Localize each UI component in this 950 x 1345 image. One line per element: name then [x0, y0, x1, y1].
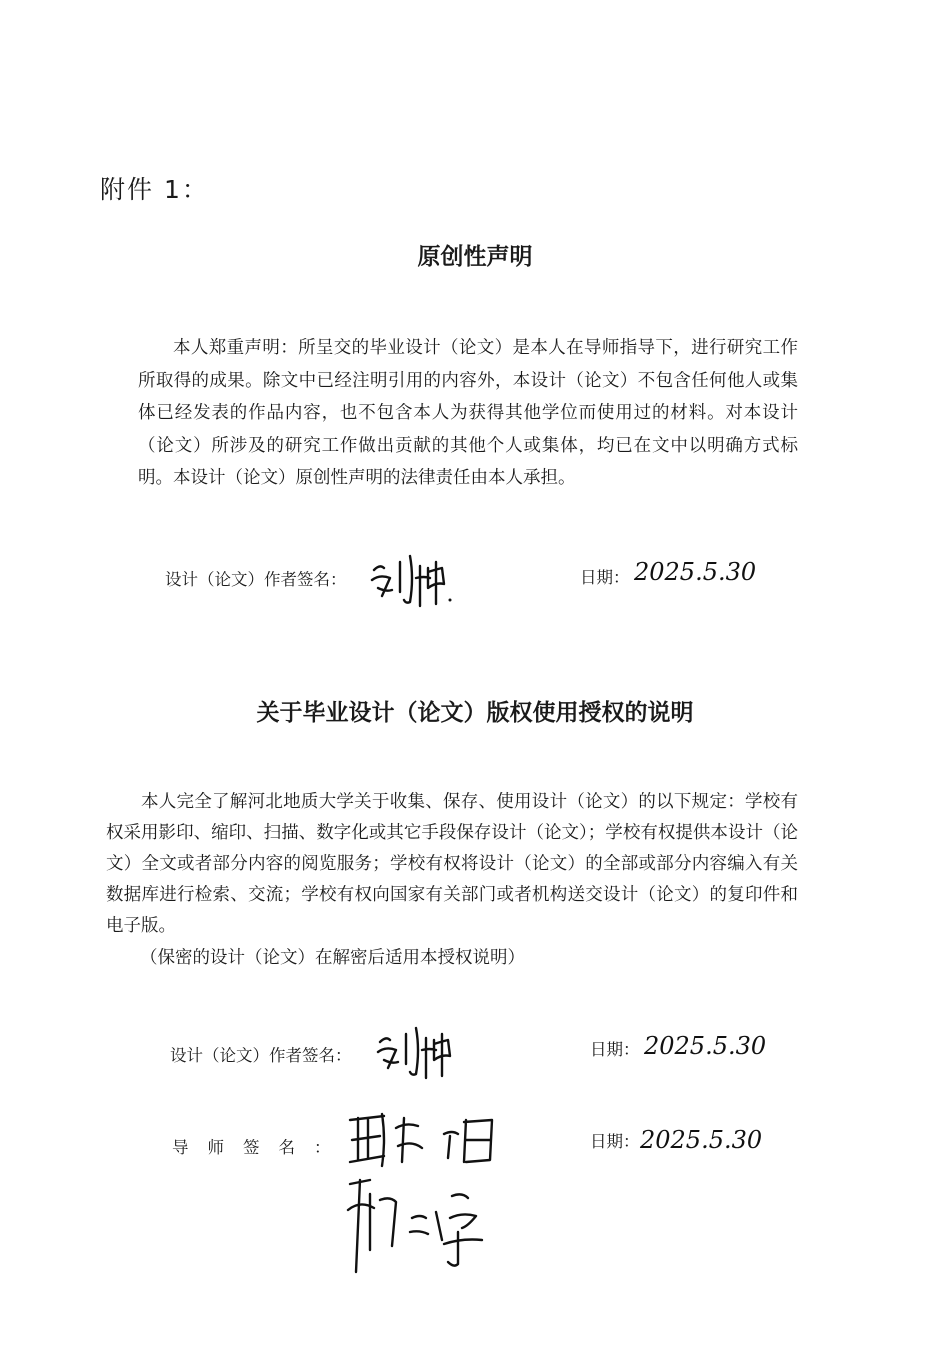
date-label: 日期：	[590, 1132, 640, 1151]
handwritten-date-text: 2025.5.30	[644, 1032, 767, 1060]
date-label: 日期：	[590, 1040, 640, 1059]
author-signature-2	[372, 1020, 462, 1082]
handwritten-date-text: 2025.5.30	[640, 1126, 763, 1154]
advisor-signature	[340, 1100, 515, 1280]
handwritten-date-1	[632, 550, 762, 590]
authorization-paragraph: 本人完全了解河北地质大学关于收集、保存、使用设计（论文）的以下规定：学校有权采用影印、缩印、扫描、数字化或其它手段保存设计（论文）；学校有权提供本设计（论文）全文或者部分内容的阅览服务；学校有权将设计（论文）的全部或部分内容编入有关数据库进行检索、交流；学校有权向国家有关部门或者机构送交设计（论文）的复印件和电子版。	[106, 792, 798, 936]
advisor-signature-label: 导师签名：	[172, 1138, 350, 1157]
author-signature-1	[366, 548, 456, 610]
handwritten-date-3	[638, 1118, 788, 1158]
author-signature-label: 设计（论文）作者签名：	[170, 1046, 352, 1065]
date-label: 日期：	[580, 568, 630, 587]
attachment-label: 附件 1：	[100, 175, 209, 204]
authorization-title: 关于毕业设计（论文）版权使用授权的说明	[256, 700, 694, 726]
originality-title: 原创性声明	[417, 244, 533, 270]
author-signature-label: 设计（论文）作者签名：	[165, 570, 347, 589]
confidential-note: （保密的设计（论文）在解密后适用本授权说明）	[140, 948, 525, 968]
handwritten-date-text: 2025.5.30	[634, 558, 757, 586]
originality-paragraph: 本人郑重声明：所呈交的毕业设计（论文）是本人在导师指导下，进行研究工作所取得的成果。除文中已经注明引用的内容外，本设计（论文）不包含任何他人或集体已经发表的作品内容，也不包含本人为获得其他学位而使用过的材料。对本设计（论文）所涉及的研究工作做出贡献的其他个人或集体，均已在文中以明确方式标明。本设计（论文）原创性声明的法律责任由本人承担。	[138, 338, 798, 488]
handwritten-date-2	[642, 1024, 782, 1064]
